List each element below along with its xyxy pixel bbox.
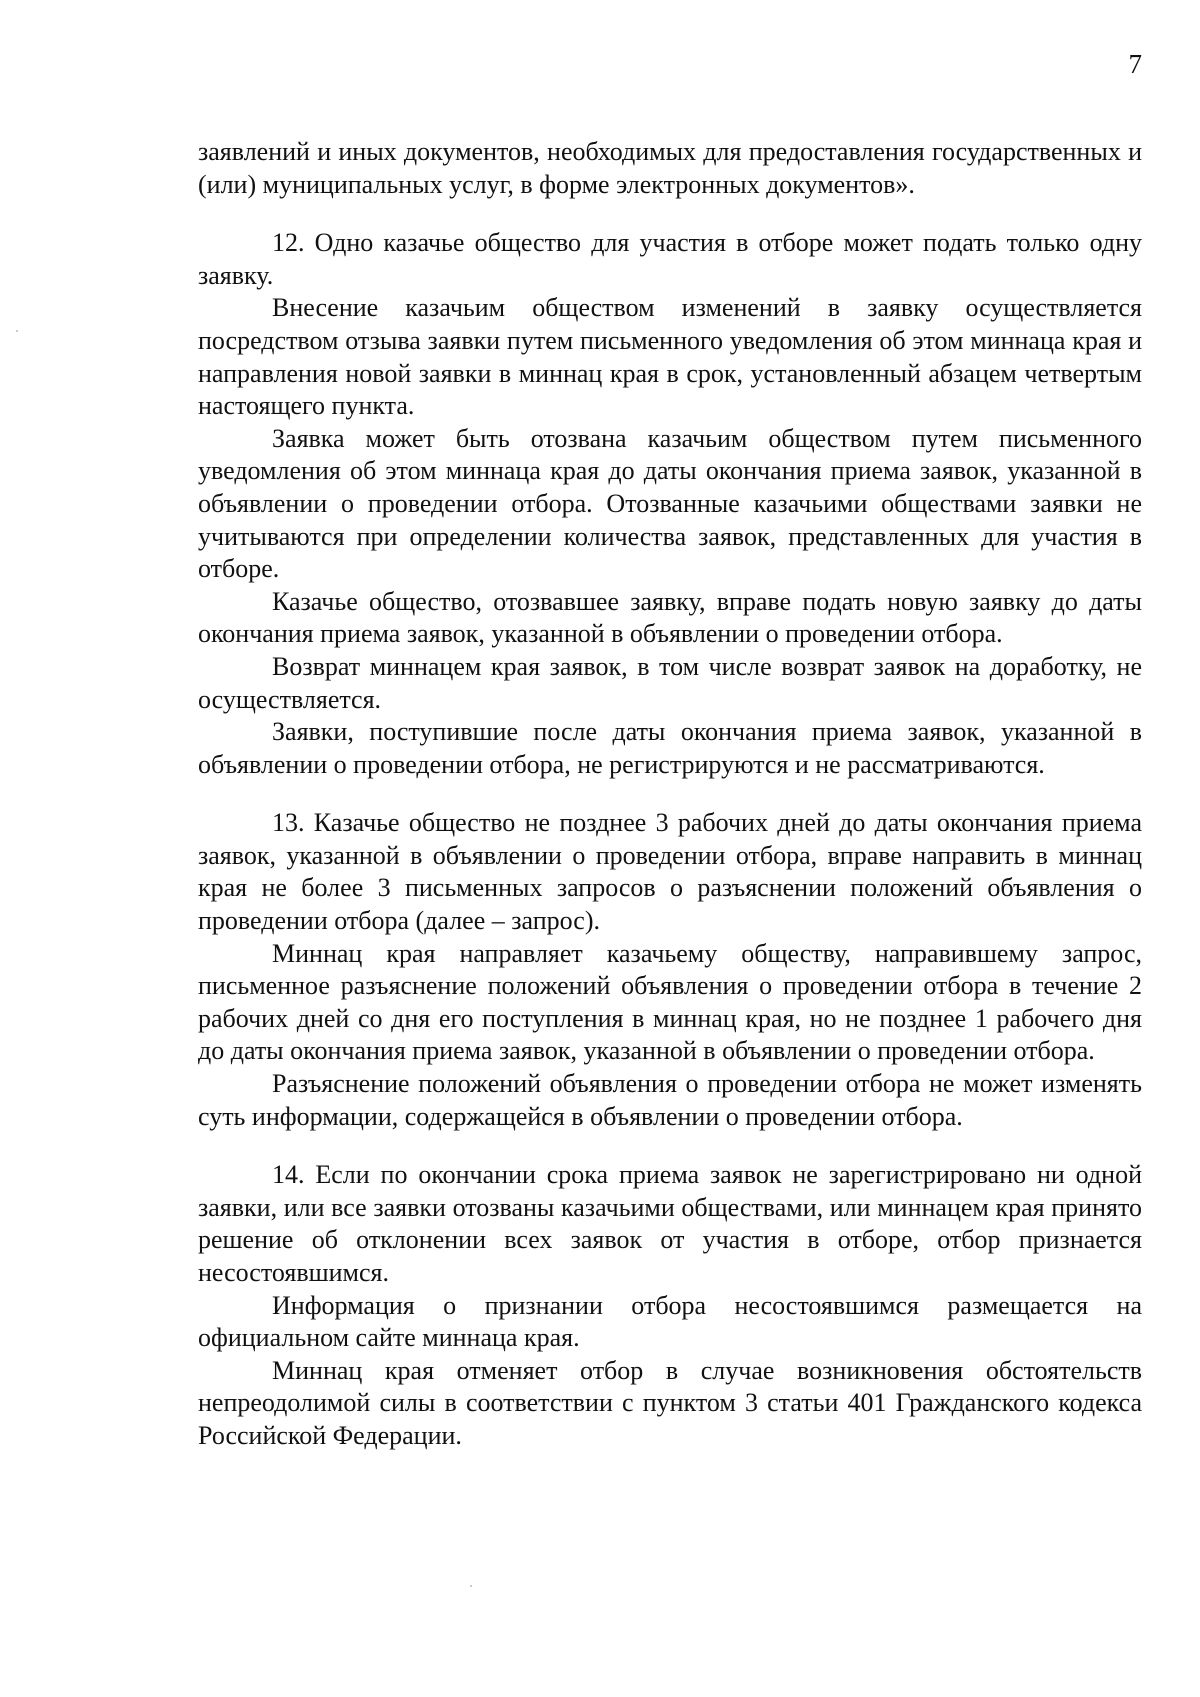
paragraph-item-14: 14. Если по окончании срока приема заявок не зарегистрировано ни одной заявки, или все заявки отозваны казачьими обществами, или миннацем края принято решение об отклонении всех заявок от участия в отборе, отбор признается несостоявшимся. (198, 1160, 1142, 1287)
paragraph: Разъяснение положений объявления о проведении отбора не может изменять суть информации, содержащейся в объявлении о проведении отбора. (198, 1069, 1142, 1131)
paragraph: Миннац края отменяет отбор в случае возникновения обстоятельств непреодолимой силы в соответствии с пунктом 3 статьи 401 Гражданского кодекса Российской Федерации. (198, 1355, 1142, 1450)
paragraph: заявлений и иных документов, необходимых для предоставления государственных и (или) муниципальных услуг, в форме электронных документов». (198, 137, 1142, 199)
paragraph: Заявка может быть отозвана казачьим обществом путем письменного уведомления об этом миннаца края до даты окончания приема заявок, указанной в объявлении о проведении отбора. Отозванные казачьими обществами заявки не учитываются при определении количества заявок, представленных для участия в отборе. (198, 423, 1142, 584)
paragraph: Внесение казачьим обществом изменений в заявку осуществляется посредством отзыва заявки путем письменного уведомления об этом миннаца края и направления новой заявки в миннац края в срок, установленный абзацем четвертым настоящего пункта. (198, 293, 1142, 421)
paragraph: Информация о признании отбора несостоявшимся размещается на официальном сайте миннаца края. (198, 1290, 1142, 1353)
scan-speck (16, 330, 18, 332)
paragraph-item-13: 13. Казачье общество не позднее 3 рабочих дней до даты окончания приема заявок, указанной в объявлении о проведении отбора, вправе направить в миннац края не более 3 письменных запросов о разъяснении положений объявления о проведении отбора (далее – запрос). (198, 808, 1142, 936)
document-body (198, 136, 1142, 1453)
paragraph: Миннац края направляет казачьему обществу, направившему запрос, письменное разъяснение положений объявления о проведении отбора в течение 2 рабочих дней со дня его поступления в миннац края, но не позднее 1 рабочего дня до даты окончания приема заявок, указанной в объявлении о проведении отбора. (198, 938, 1142, 1066)
paragraph: Казачье общество, отозвавшее заявку, вправе подать новую заявку до даты окончания приема заявок, указанной в объявлении о проведении отбора. (198, 586, 1142, 649)
scan-speck (470, 1585, 472, 1587)
paragraph: Заявки, поступившие после даты окончания приема заявок, указанной в объявлении о проведении отбора, не регистрируются и не рассматриваются. (198, 717, 1142, 779)
paragraph: Возврат миннацем края заявок, в том числе возврат заявок на доработку, не осуществляется. (198, 651, 1142, 714)
page-number: 7 (1128, 49, 1142, 79)
paragraph-item-12: 12. Одно казачье общество для участия в отборе может подать только одну заявку. (198, 228, 1142, 290)
